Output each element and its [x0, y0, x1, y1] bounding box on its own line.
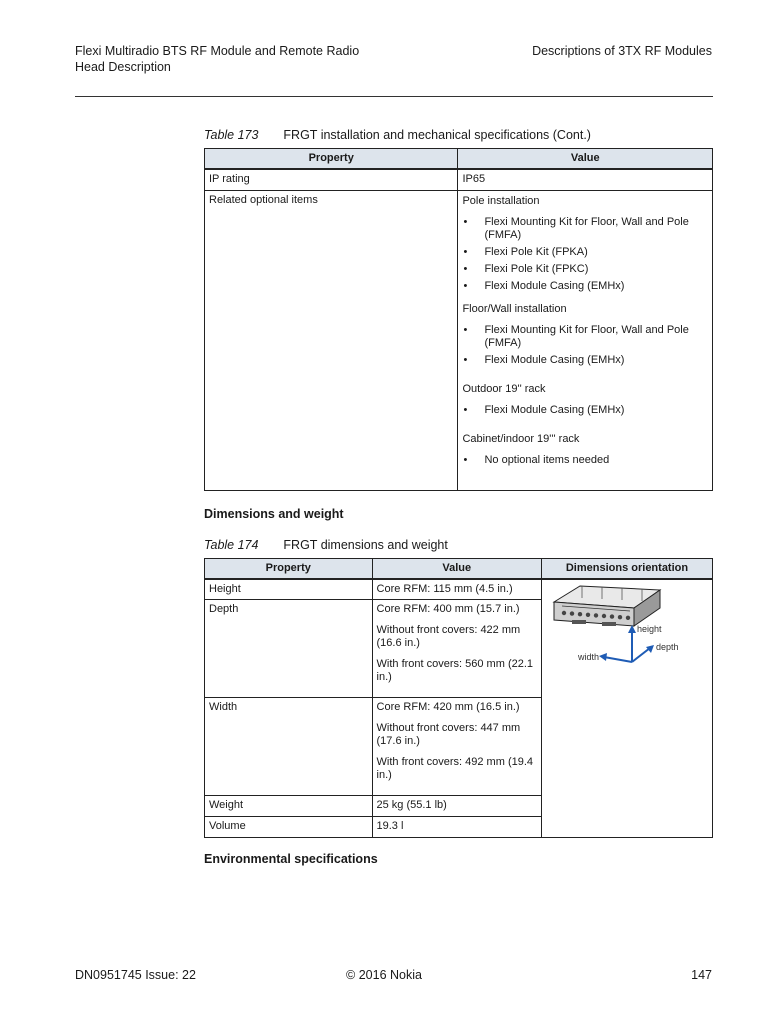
cell-value: 25 kg (55.1 lb)	[372, 796, 541, 817]
group-heading: Cabinet/indoor 19''' rack	[462, 432, 580, 445]
bullet-list	[462, 454, 708, 467]
footer-copyright: © 2016 Nokia	[346, 968, 422, 982]
table173-caption-text: FRGT installation and mechanical specifications (Cont.)	[283, 128, 591, 142]
cell-value: 19.3 l	[372, 817, 541, 838]
header-title	[75, 43, 359, 75]
cell-value	[372, 600, 541, 698]
depth-label: depth	[655, 642, 679, 652]
group-heading: Floor/Wall installation	[462, 302, 567, 315]
value-line: With front covers: 560 mm (22.1 in.)	[376, 658, 534, 683]
cell-value: IP65	[458, 169, 713, 190]
cell-property: IP rating	[205, 169, 458, 190]
module-orientation-diagram	[542, 580, 712, 680]
section-heading-environmental: Environmental specifications	[204, 852, 378, 866]
footer-page-number: 147	[691, 968, 712, 982]
table173	[204, 148, 713, 491]
cell-property: Width	[205, 698, 373, 796]
table174	[204, 558, 713, 838]
bullet-list	[462, 324, 708, 367]
list-item: • No optional items needed	[462, 454, 708, 467]
list-item: • Flexi Mounting Kit for Floor, Wall and Pole (FMFA)	[462, 324, 708, 350]
cell-value: Core RFM: 115 mm (4.5 in.)	[372, 579, 541, 600]
table173-caption-number: Table 173	[204, 128, 259, 142]
value-line: With front covers: 492 mm (19.4 in.)	[376, 756, 534, 781]
bullet-list	[462, 404, 708, 417]
cell-property: Weight	[205, 796, 373, 817]
value-line: Without front covers: 422 mm (16.6 in.)	[376, 624, 521, 649]
section-heading-dimensions: Dimensions and weight	[204, 507, 344, 521]
table173-header-value: Value	[458, 149, 713, 170]
cell-property: Depth	[205, 600, 373, 698]
value-line: Core RFM: 420 mm (16.5 in.)	[376, 701, 520, 713]
list-item: • Flexi Module Casing (EMHx)	[462, 280, 708, 293]
table-row	[205, 579, 713, 600]
cell-value	[458, 190, 713, 490]
table173-header-property: Property	[205, 149, 458, 170]
cell-value	[372, 698, 541, 796]
value-line: Without front covers: 447 mm (17.6 in.)	[376, 722, 521, 747]
header-title-line2: Head Description	[75, 60, 171, 74]
height-label: height	[636, 624, 662, 634]
table-row	[205, 169, 713, 190]
width-arrow	[604, 657, 632, 662]
list-item: • Flexi Module Casing (EMHx)	[462, 404, 708, 417]
list-item: • Flexi Mounting Kit for Floor, Wall and Pole (FMFA)	[462, 216, 708, 242]
group-heading: Pole installation	[462, 194, 540, 207]
table174-header-value: Value	[372, 559, 541, 580]
footer-document-id: DN0951745 Issue: 22	[75, 968, 196, 982]
table174-caption	[204, 538, 448, 552]
list-item: • Flexi Pole Kit (FPKA)	[462, 246, 708, 259]
value-line: Core RFM: 400 mm (15.7 in.)	[376, 603, 520, 615]
table174-caption-number: Table 174	[204, 538, 259, 552]
list-item: • Flexi Module Casing (EMHx)	[462, 354, 708, 367]
depth-arrow	[632, 648, 650, 662]
orientation-cell	[541, 579, 712, 838]
list-item: • Flexi Pole Kit (FPKC)	[462, 263, 708, 276]
table174-header-orientation: Dimensions orientation	[541, 559, 712, 580]
table174-header-property: Property	[205, 559, 373, 580]
table174-caption-text: FRGT dimensions and weight	[283, 538, 448, 552]
bullet-list	[462, 216, 708, 293]
cell-property: Related optional items	[205, 190, 458, 490]
header-title-line1: Flexi Multiradio BTS RF Module and Remote Radio	[75, 44, 360, 58]
rf-module-illustration	[554, 586, 660, 626]
table173-caption	[204, 128, 591, 142]
table-row	[205, 190, 713, 490]
cell-property: Height	[205, 579, 373, 600]
group-heading: Outdoor 19'' rack	[462, 382, 546, 395]
cell-property: Volume	[205, 817, 373, 838]
header-chapter: Descriptions of 3TX RF Modules	[532, 44, 712, 58]
header-divider	[75, 96, 713, 97]
width-label: width	[577, 652, 599, 662]
